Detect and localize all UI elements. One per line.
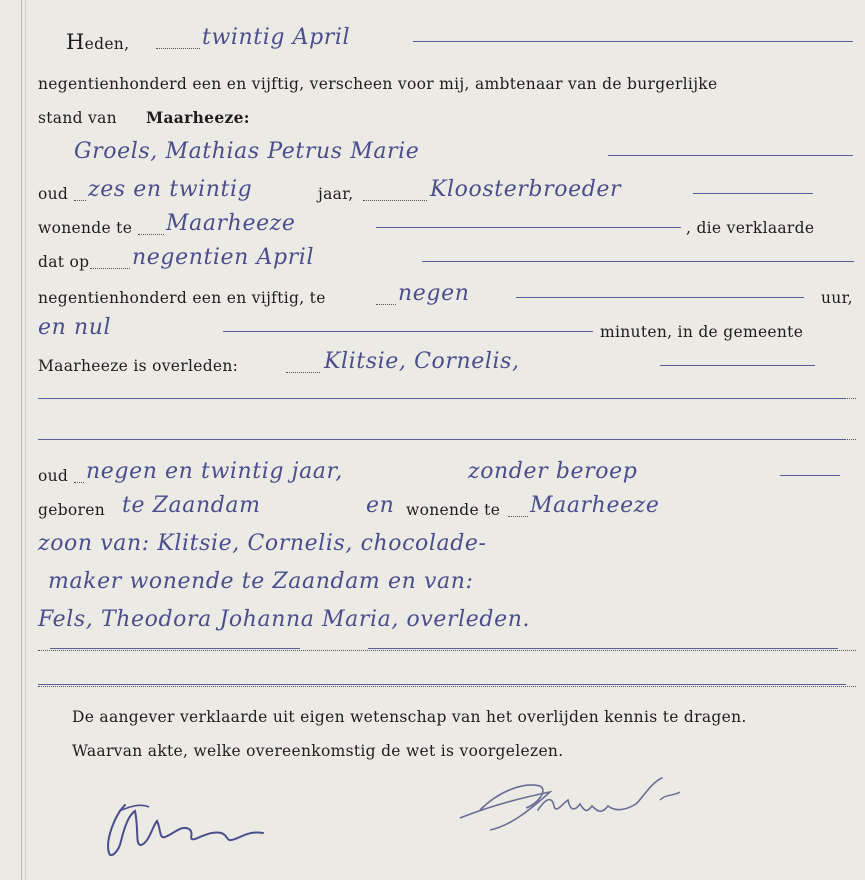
date-handwritten: twintig April xyxy=(202,25,351,50)
parents-line-3: Fels, Theodora Johanna Maria, overleden. xyxy=(38,607,531,632)
line-parents-1 xyxy=(38,531,856,562)
birthplace: te Zaandam xyxy=(122,493,261,518)
ink-dash xyxy=(376,227,681,228)
parents-line-1: zoon van: Klitsie, Cornelis, chocolade- xyxy=(38,531,487,556)
dotted-fill xyxy=(74,200,86,201)
heden-label: Heden, xyxy=(66,30,130,54)
line-parents-3 xyxy=(38,607,856,638)
minuten-label: minuten, in de gemeente xyxy=(600,323,804,341)
dotted-fill xyxy=(286,372,320,373)
blank-rule xyxy=(38,650,856,651)
ink-dash xyxy=(38,439,846,440)
line-geboren xyxy=(38,493,856,524)
jaar-label: jaar, xyxy=(318,185,354,203)
declarant-age: zes en twintig xyxy=(88,177,253,202)
line-oud xyxy=(38,177,856,208)
ink-dash xyxy=(38,398,846,399)
die-verklaarde-label: , die verklaarde xyxy=(686,219,815,237)
te-label: negentienhonderd een en vijftig, te xyxy=(38,289,326,307)
official-signature xyxy=(430,770,710,840)
ink-dash xyxy=(223,331,593,332)
dotted-fill xyxy=(508,516,528,517)
line-stand xyxy=(38,104,856,132)
deceased-occupation: zonder beroep xyxy=(468,459,638,484)
dotted-fill xyxy=(156,48,200,49)
line-declarant xyxy=(38,139,856,170)
deceased-residence: Maarheeze xyxy=(530,493,660,518)
declarant-occupation: Kloosterbroeder xyxy=(430,177,622,202)
deceased-name: Klitsie, Cornelis, xyxy=(324,349,520,374)
declarant-residence: Maarheeze xyxy=(166,211,296,236)
footer-line-2: Waarvan akte, welke overeenkomstig de wet is voorgelezen. xyxy=(72,742,564,760)
declarant-signature xyxy=(95,785,295,865)
dotted-fill xyxy=(376,304,396,305)
oud-label-2: oud xyxy=(38,467,69,485)
parents-line-2: maker wonende te Zaandam en van: xyxy=(48,569,474,594)
dat-op-label: dat op xyxy=(38,253,90,271)
ink-dash xyxy=(660,365,815,366)
line-dat-op xyxy=(38,245,856,276)
ink-dash xyxy=(608,155,853,156)
geboren-label: geboren xyxy=(38,501,106,519)
ink-dash xyxy=(413,41,853,42)
line-wonende xyxy=(38,211,856,242)
line-deceased-age xyxy=(38,459,856,490)
ink-dash xyxy=(368,648,838,649)
line-heden xyxy=(38,25,856,56)
line-overleden xyxy=(38,349,856,380)
wonende-te-label-2: wonende te xyxy=(406,501,501,519)
dotted-fill xyxy=(138,234,164,235)
ink-dash xyxy=(50,648,300,649)
uur-label: uur, xyxy=(821,289,853,307)
oud-label: oud xyxy=(38,185,69,203)
declarant-name: Groels, Mathias Petrus Marie xyxy=(74,139,420,164)
wonende-te-label: wonende te xyxy=(38,219,133,237)
death-minutes: en nul xyxy=(38,315,112,340)
deceased-age: negen en twintig jaar, xyxy=(86,459,343,484)
line-minuten xyxy=(38,315,856,346)
ink-dash xyxy=(38,684,846,685)
death-date: negentien April xyxy=(132,245,315,270)
line-verscheen xyxy=(38,70,856,98)
overleden-label: Maarheeze is overleden: xyxy=(38,357,239,375)
dotted-fill xyxy=(363,200,427,201)
blank-rule xyxy=(38,686,856,687)
ink-dash xyxy=(422,261,854,262)
margin-rule-inner xyxy=(25,0,26,880)
birth-conjunction: en xyxy=(366,493,395,518)
dotted-fill xyxy=(74,482,84,483)
margin-rule xyxy=(21,0,22,880)
verscheen-text: negentienhonderd een en vijftig, verscheen voor mij, ambtenaar van de burgerlijke xyxy=(38,75,718,93)
dotted-fill xyxy=(90,268,130,269)
ink-dash xyxy=(780,475,840,476)
footer-line-1: De aangever verklaarde uit eigen wetenschap van het overlijden kennis te dragen. xyxy=(72,708,747,726)
line-uur xyxy=(38,281,856,312)
death-hour: negen xyxy=(398,281,470,306)
stand-van-label: stand van xyxy=(38,109,117,127)
line-parents-2 xyxy=(38,569,856,600)
place-label: Maarheeze: xyxy=(146,108,250,127)
ink-dash xyxy=(516,297,804,298)
ink-dash xyxy=(693,193,813,194)
